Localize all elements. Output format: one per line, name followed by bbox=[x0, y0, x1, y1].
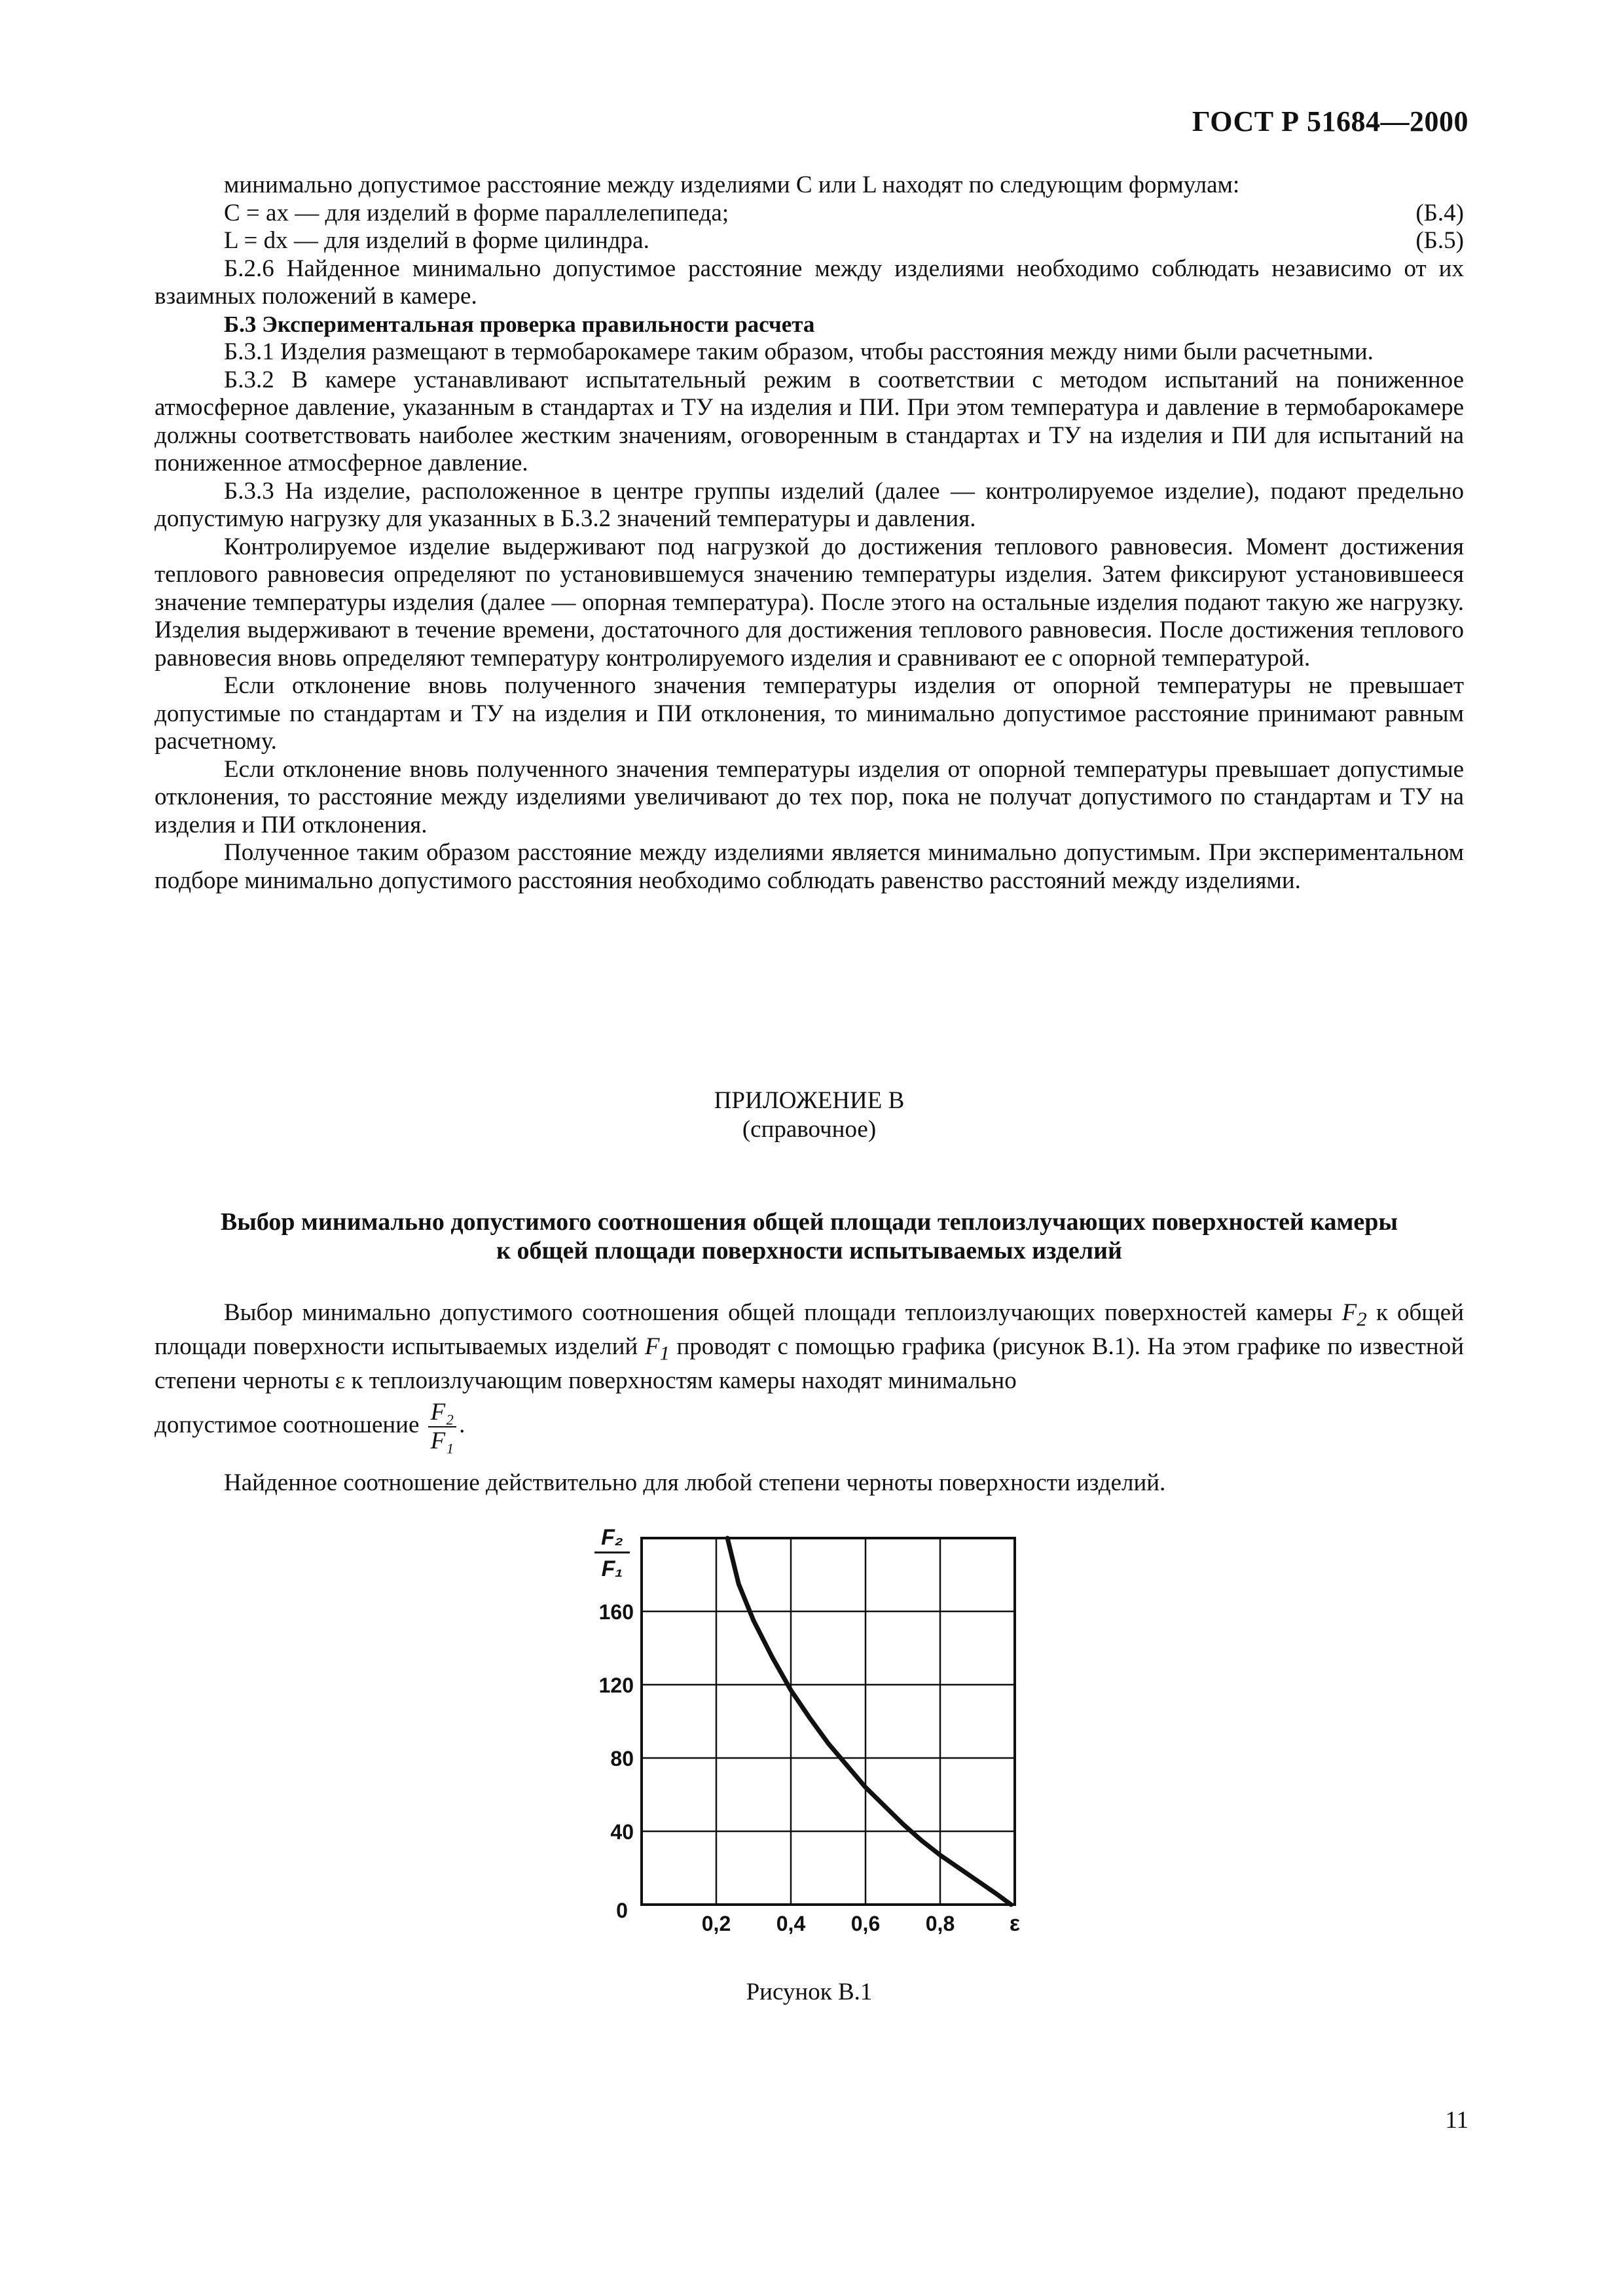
appendix-p1-part-c: проводят с помощью графика (рисунок В.1). На этом графике по известной степени черноты ε к теплоизлучающим поверхностям камеры находят минимально bbox=[155, 1333, 1465, 1394]
appendix-header bbox=[155, 1086, 1464, 1144]
document-code: ГОСТ Р 51684—2000 bbox=[1192, 105, 1468, 137]
ratio-fraction bbox=[428, 1399, 456, 1455]
y-axis-label-numerator: F₂ bbox=[601, 1525, 623, 1550]
appendix-body bbox=[155, 1299, 1464, 1498]
series-curve bbox=[727, 1538, 1011, 1905]
formula-b4-number: (Б.4) bbox=[1415, 199, 1464, 226]
paragraph-deviation-exceeds: Если отклонение вновь полученного значения температуры изделия от опорной температуры превышает допустимые отклонения, то расстояние между изделиями увеличивают до тех пор, пока не получат допустимого по стандартам и ТУ на изделия и ПИ отклонения. bbox=[155, 755, 1464, 838]
appendix-label: ПРИЛОЖЕНИЕ В bbox=[714, 1087, 905, 1114]
appendix-p1-part-d: допустимое соотношение bbox=[155, 1411, 420, 1439]
y-tick-label: 120 bbox=[598, 1674, 634, 1697]
symbol-f1: $F_1$ bbox=[644, 1333, 670, 1365]
ratio-denominator: F₁ bbox=[430, 1427, 454, 1455]
appendix-title-line1: Выбор минимально допустимого соотношения общей площади теплоизлучающих поверхностей камеры bbox=[220, 1208, 1398, 1236]
appendix-title bbox=[155, 1208, 1464, 1265]
appendix-ratio-line: допустимое соотношение $\frac{\text{F₂}}{\text{F₁}}$ . bbox=[155, 1399, 465, 1455]
paragraph-b31: Б.3.1 Изделия размещают в термобарокамере таким образом, чтобы расстояния между ними были расчетными. bbox=[224, 338, 1374, 365]
section-heading-b3: Б.3 Экспериментальная проверка правильности расчета bbox=[224, 311, 815, 337]
paragraph-b26: Б.2.6 Найденное минимально допустимое расстояние между изделиями необходимо соблюдать независимо от их взаимных положений в камере. bbox=[155, 255, 1464, 310]
paragraph-b33: Б.3.3 На изделие, расположенное в центре группы изделий (далее — контролируемое изделие), подают предельно допустимую нагрузку для указанных в Б.3.2 значений температуры и давления. bbox=[155, 477, 1464, 532]
figure-b1-chart bbox=[576, 1518, 1048, 1950]
appendix-paragraph-1 bbox=[155, 1299, 1464, 1395]
y-tick-label: 80 bbox=[610, 1747, 634, 1770]
plot-frame bbox=[642, 1538, 1015, 1905]
y-tick-label: 160 bbox=[598, 1600, 634, 1624]
y-tick-label: 40 bbox=[610, 1820, 634, 1844]
x-tick-label: 0,8 bbox=[925, 1912, 955, 1935]
x-tick-label: 0,2 bbox=[701, 1912, 731, 1935]
main-text bbox=[155, 171, 1464, 895]
page-number: 11 bbox=[1445, 2107, 1468, 2134]
paragraph-control: Контролируемое изделие выдерживают под нагрузкой до достижения теплового равновесия. Момент достижения теплового равновесия определяют по установившемуся значению температуры изделия. Затем фиксируют установившееся значение температуры изделия (далее — опорная температура). После этого на остальные изделия подают такую же нагрузку. Изделия выдерживают в течение времени, достаточного для достижения теплового равновесия. После достижения теплового равновесия вновь определяют температуру контролируемого изделия и сравнивают ее с опорной температурой. bbox=[155, 533, 1464, 672]
formula-b4-text: C = ax — для изделий в форме параллелепипеда; bbox=[224, 199, 729, 226]
x-tick-label: 0,4 bbox=[776, 1912, 806, 1935]
paragraph-b32: Б.3.2 В камере устанавливают испытательный режим в соответствии с методом испытаний на пониженное атмосферное давление, указанным в стандартах и ТУ на изделия и ПИ. При этом температура и давление в термобарокамере должны соответствовать наиболее жестким значениям, оговоренным в стандартах и ТУ на изделия и ПИ для испытаний на пониженное атмосферное давление. bbox=[155, 366, 1464, 476]
y-axis-label-denominator: F₁ bbox=[601, 1556, 623, 1581]
origin-label: 0 bbox=[616, 1899, 628, 1922]
appendix-p1-part-b: к общей площади поверхности испытываемых изделий bbox=[155, 1299, 1465, 1360]
x-tick-label: 0,6 bbox=[850, 1912, 881, 1935]
figure-caption: Рисунок В.1 bbox=[746, 1979, 873, 2005]
formula-b5-number: (Б.5) bbox=[1415, 227, 1464, 254]
appendix-p1-part-a: Выбор минимально допустимого соотношения общей площади теплоизлучающих поверхностей камеры bbox=[224, 1299, 1333, 1326]
formula-b4 bbox=[155, 200, 1464, 228]
paragraph-deviation-ok: Если отклонение вновь полученного значения температуры изделия от опорной температуры не превышает допустимые по стандартам и ТУ на изделия и ПИ отклонения, то минимально допустимое расстояние принимают равным расчетному. bbox=[155, 672, 1464, 755]
appendix-title-line2: к общей площади поверхности испытываемых изделий bbox=[496, 1237, 1122, 1265]
chart-svg bbox=[576, 1518, 1048, 1950]
formula-intro: минимально допустимое расстояние между изделиями C или L находят по следующим формулам: bbox=[224, 171, 1240, 198]
formula-b5-text: L = dx — для изделий в форме цилиндра. bbox=[224, 227, 649, 254]
appendix-type: (справочное) bbox=[742, 1116, 877, 1143]
appendix-paragraph-2: Найденное соотношение действительно для любой степени черноты поверхности изделий. bbox=[224, 1469, 1166, 1497]
paragraph-conclusion: Полученное таким образом расстояние между изделиями является минимально допустимым. При экспериментальном подборе минимально допустимого расстояния необходимо соблюдать равенство расстояний между изделиями. bbox=[155, 839, 1464, 894]
ratio-numerator: F₂ bbox=[428, 1399, 456, 1427]
x-axis-label: ε bbox=[1009, 1911, 1021, 1936]
formula-b5 bbox=[155, 227, 1464, 255]
symbol-f2: $F_2$ bbox=[1341, 1299, 1367, 1331]
